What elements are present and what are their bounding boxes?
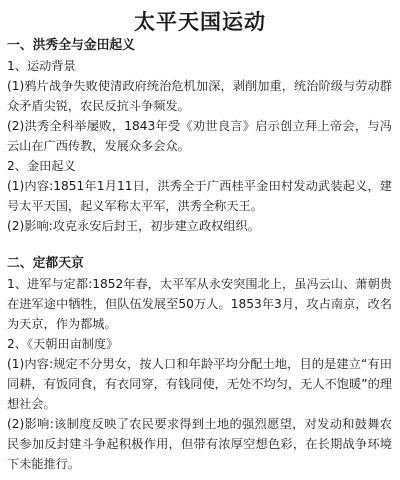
paragraph: (1)内容:1851年1月11日，洪秀全于广西桂平金田村发动武装起义，建号太平天国，起义军称太平军，洪秀全称天王。 xyxy=(7,179,392,213)
paragraph: (2)影响:攻克永安后封王，初步建立政权组织。 xyxy=(7,219,260,233)
paragraph: (1)内容:规定不分男女，按人口和年龄平均分配土地，目的是建立“有田同耕，有饭同食，有衣同穿，有钱同使，无处不均匀，无人不饱暖”的理想社会。 xyxy=(7,357,392,411)
subsection-heading: 2、金田起义 xyxy=(7,159,76,173)
paragraph: (2)洪秀全科举屡败，1843年受《劝世良言》启示创立拜上帝会，与冯云山在广西传教，发展众多会众。 xyxy=(7,119,392,153)
section-2 xyxy=(0,254,400,474)
section-gap xyxy=(0,236,400,254)
section-1 xyxy=(0,36,400,236)
subsection-heading: 2、《天朝田亩制度》 xyxy=(7,337,119,351)
page-title: 太平天国运动 xyxy=(134,10,266,34)
paragraph: (1)鸦片战争失败使清政府统治危机加深，剥削加重，统治阶级与劳动群众矛盾尖锐，农民反抗斗争频发。 xyxy=(7,79,392,113)
paragraph: 1、进军与定都:1852年春，太平军从永安突围北上，虽冯云山、萧朝贵在进军途中牺牲，但队伍发展至50万人。1853年3月，攻占南京，改名为天京，作为都城。 xyxy=(7,277,392,331)
subsection-heading: 1、运动背景 xyxy=(7,59,76,73)
paragraph: (2)影响:该制度反映了农民要求得到土地的强烈愿望，对发动和鼓舞农民参加反封建斗争起积极作用，但带有浓厚空想色彩，在长期战争环境下未能推行。 xyxy=(7,417,392,471)
section-heading: 二、定都天京 xyxy=(7,256,84,271)
section-heading: 一、洪秀全与金田起义 xyxy=(7,38,135,53)
